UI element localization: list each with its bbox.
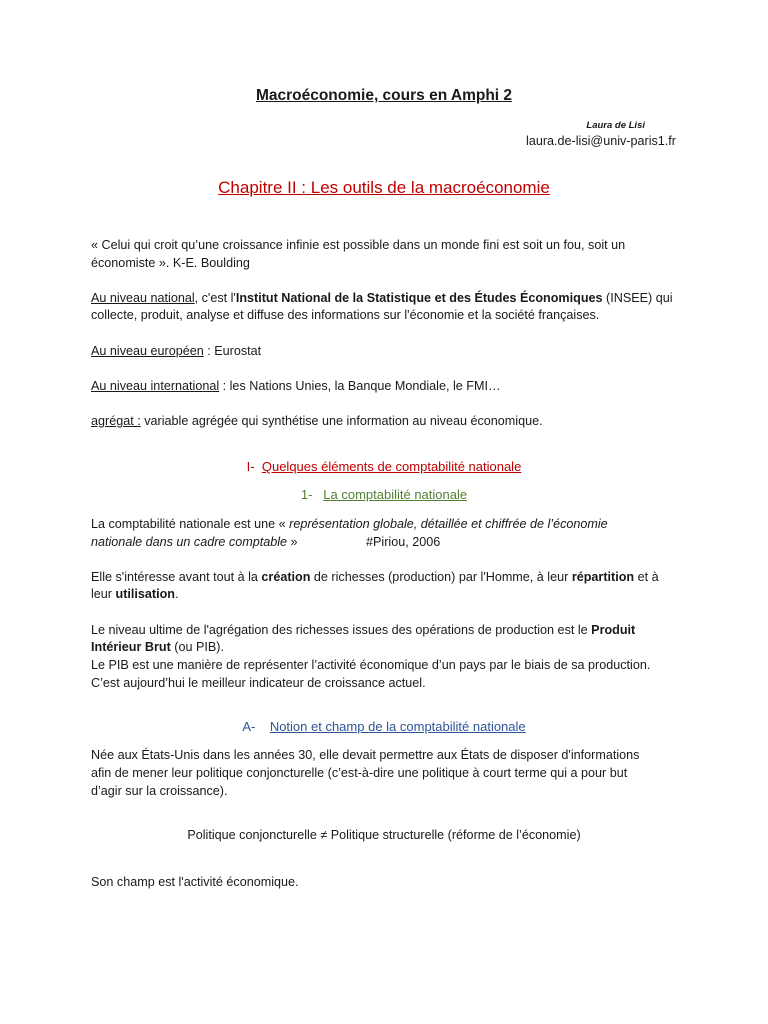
national-paragraph-line-1: [91, 289, 673, 307]
interest-text-2: de richesses (production) par l'Homme, à leur: [310, 570, 572, 584]
interest-bold-creation: création: [261, 570, 311, 584]
subsection-title: La comptabilité nationale: [323, 487, 468, 502]
subsection-a-heading: [0, 719, 768, 734]
pib-line-1: [91, 621, 635, 639]
aggregate-text: variable agrégée qui synthétise une information au niveau économique.: [140, 414, 543, 428]
interest-bold-utilisation: utilisation: [115, 587, 175, 601]
definition-line-2: [91, 533, 298, 551]
history-line-2: afin de mener leur politique conjoncturelle (c’est-à-dire une politique à court terme qui a pour but: [91, 766, 628, 780]
subsection-heading: [0, 487, 768, 502]
subsection-number: 1-: [300, 487, 313, 502]
national-paragraph-line-2: collecte, produit, analyse et diffuse des informations sur l'économie et la société françaises.: [91, 308, 600, 322]
pib-line-4: C’est aujourd’hui le meilleur indicateur de croissance actuel.: [91, 676, 426, 690]
definition-source: #Piriou, 2006: [366, 535, 441, 549]
interest-text-1: Elle s'intéresse avant tout à la: [91, 570, 262, 584]
subsection-a-title: Notion et champ de la comptabilité nationale: [269, 719, 526, 734]
policy-comparison: Politique conjoncturelle ≠ Politique structurelle (réforme de l’économie): [187, 828, 581, 842]
national-label: Au niveau national: [91, 291, 195, 305]
course-title: Macroéconomie, cours en Amphi 2: [255, 87, 513, 104]
history-line-3: d’agir sur la croissance).: [91, 784, 228, 798]
author-name: Laura de Lisi: [586, 120, 645, 131]
interest-text-3: et à: [634, 570, 659, 584]
pib-bold-produit: Produit: [591, 623, 636, 637]
european-paragraph: [91, 342, 261, 360]
aggregate-paragraph: [91, 412, 543, 430]
chapter-title: Chapitre II : Les outils de la macroéconomie: [218, 178, 550, 197]
definition-quote-1: représentation globale, détaillée et chiffrée de l’économie: [289, 517, 608, 531]
international-paragraph: [91, 377, 501, 395]
interest-line-1: [91, 568, 659, 586]
section-heading: [0, 459, 768, 474]
international-label: Au niveau international: [91, 379, 220, 393]
subsection-a-number: A-: [242, 719, 256, 734]
interest-line-2: [91, 585, 178, 603]
definition-quote-2: nationale dans un cadre comptable: [91, 535, 288, 549]
insee-name: Institut National de la Statistique et des Études Économiques: [235, 291, 603, 305]
interest-bold-repartition: répartition: [571, 570, 635, 584]
european-text: : Eurostat: [203, 344, 262, 358]
quote-line-1: « Celui qui croit qu’une croissance infinie est possible dans un monde fini est soit un fou, soit un: [91, 238, 626, 252]
pib-text-1: Le niveau ultime de l'agrégation des richesses issues des opérations de production est le: [91, 623, 592, 637]
national-text-2: (INSEE) qui: [602, 291, 673, 305]
interest-text-5: .: [174, 587, 179, 601]
pib-line-3: Le PIB est une manière de représenter l’activité économique d’un pays par le biais de sa production.: [91, 658, 651, 672]
european-label: Au niveau européen: [91, 344, 204, 358]
pib-bold-interieur-brut: Intérieur Brut: [91, 640, 171, 654]
author-email: laura.de-lisi@univ-paris1.fr: [526, 134, 676, 148]
definition-lead: La comptabilité nationale est une «: [91, 517, 290, 531]
pib-line-2: [91, 638, 224, 656]
definition-close: »: [287, 535, 298, 549]
interest-text-4: leur: [91, 587, 116, 601]
pib-text-2: (ou PIB).: [170, 640, 224, 654]
national-text-1: , c'est l': [194, 291, 236, 305]
history-line-1: Née aux États-Unis dans les années 30, elle devait permettre aux États de disposer d'informations: [91, 748, 640, 762]
section-title: Quelques éléments de comptabilité nationale: [261, 459, 522, 474]
field-paragraph: Son champ est l'activité économique.: [91, 875, 299, 889]
aggregate-label: agrégat :: [91, 414, 141, 428]
quote-line-2: économiste ». K-E. Boulding: [91, 256, 250, 270]
section-number: I-: [246, 459, 255, 474]
definition-line-1: [91, 515, 608, 533]
international-text: : les Nations Unies, la Banque Mondiale, le FMI…: [219, 379, 501, 393]
